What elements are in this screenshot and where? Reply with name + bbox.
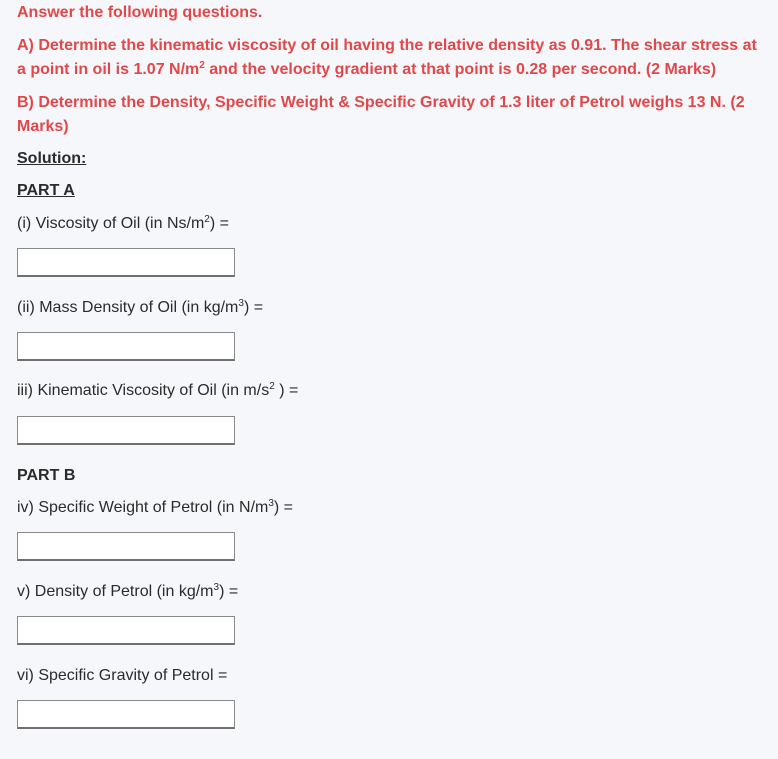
label-text: iv) Specific Weight of Petrol (in N/m — [17, 499, 269, 516]
label-superscript: 3 — [213, 582, 220, 593]
question-a-text-1: A) Determine the kinematic viscosity of oil having the relative density as 0.91. The shear stress at a point in oil is 1.07 N/m — [17, 37, 757, 78]
label-superscript: 3 — [268, 498, 274, 509]
label-suffix: ) = — [274, 382, 299, 399]
question-a — [17, 34, 762, 82]
density-of-petrol-label — [17, 583, 238, 601]
question-b: B) Determine the Density, Specific Weight & Specific Gravity of 1.3 liter of Petrol weighs 13 N. (2 Marks) — [17, 94, 745, 135]
label-text: (i) Viscosity of Oil (in Ns/m — [17, 215, 205, 232]
specific-gravity-label — [17, 667, 227, 685]
label-text: vi) Specific Gravity of Petrol = — [17, 667, 228, 684]
label-suffix: ) = — [273, 499, 294, 516]
label-suffix: ) = — [219, 583, 239, 600]
solution-heading: Solution: — [17, 150, 87, 167]
mass-density-of-oil-label — [17, 299, 263, 317]
viscosity-of-oil-label — [17, 215, 229, 233]
mass-density-of-oil-input[interactable] — [17, 332, 235, 361]
label-text: (ii) Mass Density of Oil (in kg/m — [17, 299, 239, 316]
part-b-heading: PART B — [17, 467, 76, 484]
kinematic-viscosity-label — [17, 382, 298, 400]
specific-weight-input[interactable] — [17, 532, 235, 561]
label-text: v) Density of Petrol (in kg/m — [17, 583, 214, 600]
kinematic-viscosity-input[interactable] — [17, 416, 235, 445]
instructions-heading: Answer the following questions. — [17, 4, 263, 21]
density-of-petrol-input[interactable] — [17, 616, 235, 645]
label-suffix: ) = — [243, 299, 264, 316]
label-suffix: ) = — [209, 215, 229, 232]
label-superscript: 2 — [269, 381, 275, 392]
label-superscript: 3 — [238, 298, 244, 309]
question-a-text-2: and the velocity gradient at that point is 0.28 per second. (2 Marks) — [204, 61, 717, 78]
viscosity-of-oil-input[interactable] — [17, 248, 235, 277]
specific-weight-label — [17, 499, 293, 517]
question-a-superscript: 2 — [199, 60, 205, 71]
label-superscript: 2 — [204, 214, 210, 225]
label-text: iii) Kinematic Viscosity of Oil (in m/s — [17, 382, 270, 399]
specific-gravity-input[interactable] — [17, 700, 235, 729]
part-a-heading: PART A — [17, 182, 75, 199]
